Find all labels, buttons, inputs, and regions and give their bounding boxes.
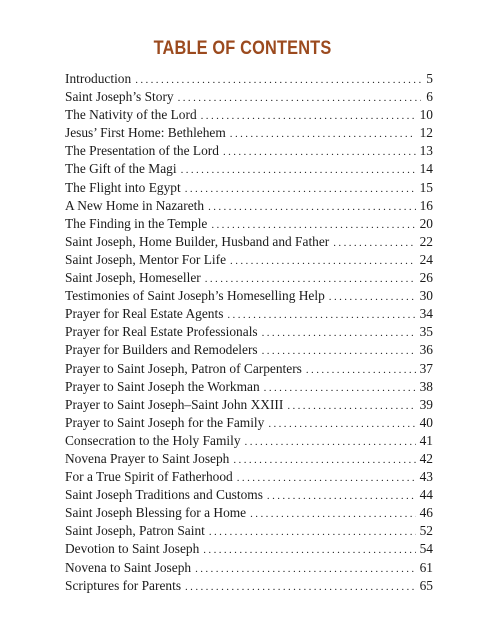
dot-leader xyxy=(195,560,416,578)
toc-entry-label: Saint Joseph’s Story xyxy=(65,89,174,105)
toc-entry xyxy=(65,197,433,215)
dot-leader xyxy=(185,578,416,596)
toc-entry-page-number: 39 xyxy=(419,396,433,412)
toc-entry-label: Prayer for Builders and Remodelers xyxy=(65,342,258,358)
toc-entry xyxy=(65,269,433,287)
dot-leader xyxy=(245,433,416,451)
toc-entry xyxy=(65,124,433,142)
toc-entry-label: Prayer to Saint Joseph for the Family xyxy=(65,414,265,430)
toc-entry xyxy=(65,251,433,269)
toc-entry xyxy=(65,504,433,522)
toc-entry-label: Prayer for Real Estate Agents xyxy=(65,306,224,322)
toc-entry-page-number: 43 xyxy=(419,469,433,485)
toc-entry xyxy=(65,215,433,233)
dot-leader xyxy=(209,523,416,541)
dot-leader xyxy=(185,180,416,198)
dot-leader xyxy=(205,270,416,288)
dot-leader xyxy=(203,541,415,559)
toc-entry-page-number: 14 xyxy=(419,161,433,177)
dot-leader xyxy=(135,71,421,89)
toc-entry-page-number: 38 xyxy=(419,378,433,394)
dot-leader xyxy=(178,89,421,107)
toc-entry-page-number: 13 xyxy=(419,143,433,159)
toc-entry xyxy=(65,540,433,558)
dot-leader xyxy=(211,216,415,234)
dot-leader xyxy=(230,252,416,270)
toc-entry-page-number: 10 xyxy=(419,107,433,123)
toc-entry-label: Jesus’ First Home: Bethlehem xyxy=(65,125,226,141)
toc-entry xyxy=(65,106,433,124)
toc-entry-label: The Finding in the Temple xyxy=(65,215,208,231)
dot-leader xyxy=(329,288,416,306)
toc-entry-label: Saint Joseph, Homeseller xyxy=(65,270,201,286)
toc-entry-page-number: 6 xyxy=(426,89,433,105)
toc-entry-label: Devotion to Saint Joseph xyxy=(65,541,200,557)
toc-entry-page-number: 16 xyxy=(419,197,433,213)
toc-entry xyxy=(65,486,433,504)
dot-leader xyxy=(250,505,415,523)
dot-leader xyxy=(233,451,415,469)
toc-entry-page-number: 34 xyxy=(419,306,433,322)
toc-entry-label: The Presentation of the Lord xyxy=(65,143,219,159)
toc-entry xyxy=(65,179,433,197)
page-title: TABLE OF CONTENTS xyxy=(153,38,332,59)
toc-entry-page-number: 41 xyxy=(419,432,433,448)
toc-entry-page-number: 37 xyxy=(419,360,433,376)
toc-entry xyxy=(65,414,433,432)
dot-leader xyxy=(181,161,416,179)
toc-entry-page-number: 15 xyxy=(419,179,433,195)
toc-entry-page-number: 40 xyxy=(419,414,433,430)
toc-entry-label: Novena Prayer to Saint Joseph xyxy=(65,450,230,466)
toc-entry-page-number: 5 xyxy=(426,71,433,86)
toc-entry-label: A New Home in Nazareth xyxy=(65,197,205,213)
toc-entry-page-number: 35 xyxy=(419,324,433,340)
toc-entry xyxy=(65,341,433,359)
toc-entry-label: For a True Spirit of Fatherhood xyxy=(65,469,233,485)
toc-entry-page-number: 44 xyxy=(419,487,433,503)
dot-leader xyxy=(230,125,416,143)
toc-entry xyxy=(65,396,433,414)
dot-leader xyxy=(287,397,415,415)
toc-entry-label: Saint Joseph, Home Builder, Husband and Father xyxy=(65,233,330,249)
toc-entry-label: Saint Joseph, Patron Saint xyxy=(65,523,205,539)
toc-entry-label: Saint Joseph Blessing for a Home xyxy=(65,505,247,521)
toc-entry-page-number: 65 xyxy=(419,577,433,593)
toc-entry-label: Prayer for Real Estate Professionals xyxy=(65,324,258,340)
dot-leader xyxy=(264,379,416,397)
toc-entry-page-number: 20 xyxy=(419,215,433,231)
toc-entry xyxy=(65,450,433,468)
dot-leader xyxy=(262,324,416,342)
toc-entry-label: Saint Joseph Traditions and Customs xyxy=(65,487,263,503)
dot-leader xyxy=(201,107,416,125)
toc-entry xyxy=(65,287,433,305)
toc-entry xyxy=(65,70,433,88)
dot-leader xyxy=(227,306,415,324)
toc-entry-page-number: 26 xyxy=(419,270,433,286)
toc-entry xyxy=(65,160,433,178)
toc-entry-page-number: 22 xyxy=(419,233,433,249)
toc-entry-label: Prayer to Saint Joseph, Patron of Carpenters xyxy=(65,360,302,376)
dot-leader xyxy=(262,342,416,360)
dot-leader xyxy=(306,361,416,379)
toc-entry-label: Novena to Saint Joseph xyxy=(65,559,192,575)
toc-entry-page-number: 42 xyxy=(419,450,433,466)
toc-entry-page-number: 61 xyxy=(419,559,433,575)
toc-entry xyxy=(65,432,433,450)
toc-entry xyxy=(65,378,433,396)
toc-entry-label: Introduction xyxy=(65,71,132,86)
toc-entry-page-number: 46 xyxy=(419,505,433,521)
toc-entry-label: Prayer to Saint Joseph–Saint John XXIII xyxy=(65,396,284,412)
dot-leader xyxy=(223,143,416,161)
toc-entry-label: Testimonies of Saint Joseph’s Homeselling Help xyxy=(65,288,325,304)
toc-entry xyxy=(65,559,433,577)
toc-entry-page-number: 24 xyxy=(419,251,433,267)
toc-entry-label: The Gift of the Magi xyxy=(65,161,177,177)
toc-entry-label: Consecration to the Holy Family xyxy=(65,432,241,448)
toc-entry xyxy=(65,323,433,341)
dot-leader xyxy=(267,487,416,505)
toc-entry xyxy=(65,233,433,251)
toc-entry xyxy=(65,142,433,160)
toc-entry xyxy=(65,360,433,378)
toc-entry-page-number: 30 xyxy=(419,288,433,304)
toc-entry-label: Prayer to Saint Joseph the Workman xyxy=(65,378,260,394)
dot-leader xyxy=(237,469,416,487)
toc-entry-label: Scriptures for Parents xyxy=(65,577,182,593)
dot-leader xyxy=(208,198,416,216)
dot-leader xyxy=(333,234,415,252)
dot-leader xyxy=(268,415,415,433)
toc-entry-page-number: 52 xyxy=(419,523,433,539)
toc-entry xyxy=(65,305,433,323)
toc-entry xyxy=(65,522,433,540)
toc-entry xyxy=(65,577,433,595)
toc-entry-label: Saint Joseph, Mentor For Life xyxy=(65,251,227,267)
toc-list xyxy=(65,70,433,595)
toc-entry-label: The Flight into Egypt xyxy=(65,179,181,195)
toc-entry-label: The Nativity of the Lord xyxy=(65,107,197,123)
toc-entry xyxy=(65,88,433,106)
toc-entry-page-number: 12 xyxy=(419,125,433,141)
toc-entry-page-number: 54 xyxy=(419,541,433,557)
toc-entry-page-number: 36 xyxy=(419,342,433,358)
toc-entry xyxy=(65,468,433,486)
